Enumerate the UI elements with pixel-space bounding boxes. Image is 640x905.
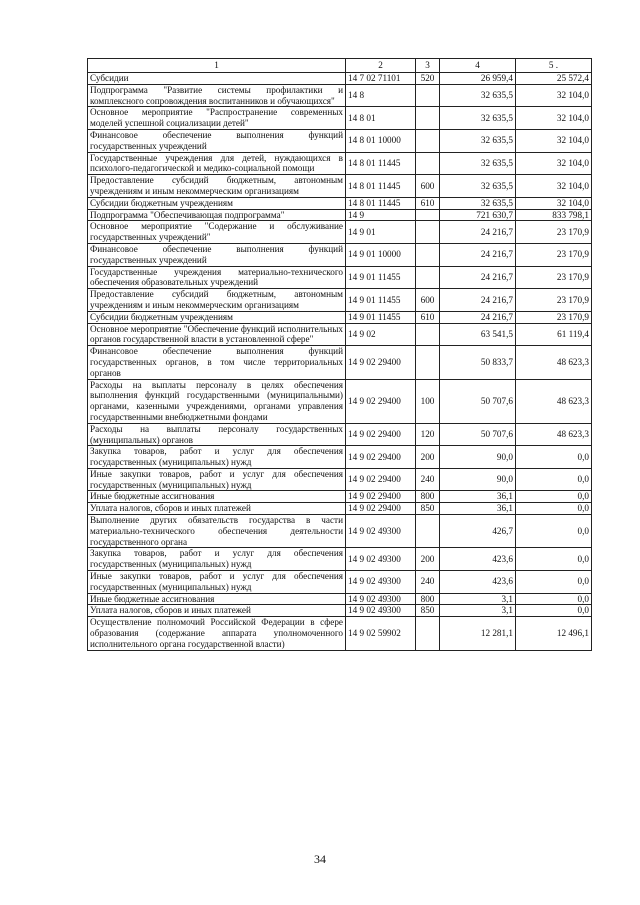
row-amount-col5-cell: 32 104,0 [516,197,592,209]
row-name-cell: Субсидии бюджетным учреждениям [88,311,346,323]
row-amount-col5-cell: 32 104,0 [516,152,592,175]
row-amount-col4-cell: 32 635,5 [440,84,516,107]
row-name-cell: Подпрограмма "Обеспечивающая подпрограмма" [88,209,346,221]
row-code-cell: 14 9 02 29400 [346,468,416,491]
row-amount-col5-cell: 0,0 [516,491,592,503]
row-name-cell: Субсидии бюджетным учреждениям [88,197,346,209]
row-amount-col4-cell: 423,6 [440,548,516,571]
table-header-row [88,59,592,73]
row-amount-col5-cell: 12 496,1 [516,617,592,650]
table-row [88,446,592,469]
table-row [88,289,592,312]
row-name-cell: Иные бюджетные ассигнования [88,593,346,605]
row-vr-cell [416,209,440,221]
row-amount-col5-cell: 25 572,4 [516,73,592,85]
row-code-cell: 14 9 02 29400 [346,491,416,503]
row-code-cell: 14 9 01 10000 [346,243,416,266]
budget-table [87,58,592,651]
row-vr-cell: 240 [416,571,440,594]
row-amount-col4-cell: 426,7 [440,515,516,548]
row-code-cell: 14 7 02 71101 [346,73,416,85]
column-header: 4 [440,59,516,73]
row-amount-col4-cell: 50 707,6 [440,423,516,446]
row-amount-col4-cell: 24 216,7 [440,266,516,289]
row-code-cell: 14 9 02 49300 [346,515,416,548]
table-row [88,491,592,503]
row-amount-col5-cell: 48 623,3 [516,423,592,446]
row-vr-cell [416,221,440,244]
row-name-cell: Государственные учреждения для детей, нуждающихся в психолого-педагогической и медико-социальной помощи [88,152,346,175]
table-row [88,323,592,346]
row-amount-col4-cell: 24 216,7 [440,221,516,244]
table-row [88,605,592,617]
row-vr-cell [416,107,440,130]
row-amount-col4-cell: 50 707,6 [440,379,516,423]
row-code-cell: 14 9 02 29400 [346,379,416,423]
row-amount-col4-cell: 12 281,1 [440,617,516,650]
row-code-cell: 14 9 01 [346,221,416,244]
row-amount-col5-cell: 0,0 [516,605,592,617]
row-amount-col5-cell: 32 104,0 [516,175,592,198]
table-row [88,379,592,423]
table-row [88,266,592,289]
row-amount-col4-cell: 32 635,5 [440,197,516,209]
row-name-cell: Уплата налогов, сборов и иных платежей [88,503,346,515]
row-amount-col5-cell: 23 170,9 [516,289,592,312]
row-amount-col5-cell: 0,0 [516,468,592,491]
row-amount-col4-cell: 24 216,7 [440,289,516,312]
row-name-cell: Иные закупки товаров, работ и услуг для обеспечения государственных (муниципальных) нужд [88,571,346,594]
table-row [88,129,592,152]
table-row [88,243,592,266]
row-amount-col4-cell: 3,1 [440,605,516,617]
table-row [88,107,592,130]
table-row [88,423,592,446]
row-code-cell: 14 9 02 49300 [346,593,416,605]
row-code-cell: 14 9 02 29400 [346,446,416,469]
row-amount-col4-cell: 24 216,7 [440,243,516,266]
row-amount-col4-cell: 3,1 [440,593,516,605]
column-header: 2 [346,59,416,73]
row-code-cell: 14 9 01 11455 [346,311,416,323]
row-vr-cell: 800 [416,593,440,605]
table-row [88,221,592,244]
row-name-cell: Иные бюджетные ассигнования [88,491,346,503]
row-vr-cell [416,266,440,289]
row-amount-col4-cell: 721 630,7 [440,209,516,221]
row-vr-cell [416,152,440,175]
row-code-cell: 14 8 01 11445 [346,197,416,209]
row-vr-cell: 850 [416,605,440,617]
row-amount-col5-cell: 833 798,1 [516,209,592,221]
table-row [88,548,592,571]
row-vr-cell [416,515,440,548]
row-code-cell: 14 9 02 49300 [346,571,416,594]
row-code-cell: 14 9 01 11455 [346,266,416,289]
row-code-cell: 14 9 02 59902 [346,617,416,650]
column-header: 3 [416,59,440,73]
row-amount-col5-cell: 23 170,9 [516,311,592,323]
row-vr-cell: 200 [416,446,440,469]
table-row [88,571,592,594]
row-name-cell: Финансовое обеспечение выполнения функций государственных учреждений [88,243,346,266]
table-row [88,84,592,107]
row-vr-cell [416,84,440,107]
row-vr-cell [416,323,440,346]
table-row [88,593,592,605]
row-name-cell: Предоставление субсидий бюджетным, автономным учреждениям и иным некоммерческим организациям [88,289,346,312]
row-amount-col4-cell: 36,1 [440,503,516,515]
row-amount-col5-cell: 0,0 [516,548,592,571]
table-row [88,311,592,323]
row-amount-col4-cell: 423,6 [440,571,516,594]
row-amount-col4-cell: 63 541,5 [440,323,516,346]
row-amount-col5-cell: 48 623,3 [516,346,592,379]
row-amount-col4-cell: 32 635,5 [440,107,516,130]
row-vr-cell: 240 [416,468,440,491]
row-amount-col4-cell: 50 833,7 [440,346,516,379]
row-name-cell: Финансовое обеспечение выполнения функций государственных органов, в том числе территориальных органов [88,346,346,379]
row-name-cell: Государственные учреждения материально-технического обеспечения образовательных учреждений [88,266,346,289]
budget-table-body [88,59,592,651]
row-code-cell: 14 9 02 29400 [346,503,416,515]
row-amount-col5-cell: 23 170,9 [516,243,592,266]
row-name-cell: Выполнение других обязательств государства в части материально-технического обеспечения деятельности государственного органа [88,515,346,548]
table-row [88,152,592,175]
row-vr-cell: 600 [416,289,440,312]
row-code-cell: 14 9 01 11455 [346,289,416,312]
table-row [88,175,592,198]
row-amount-col5-cell: 0,0 [516,571,592,594]
row-name-cell: Субсидии [88,73,346,85]
row-amount-col5-cell: 0,0 [516,446,592,469]
row-vr-cell [416,243,440,266]
row-amount-col5-cell: 32 104,0 [516,107,592,130]
table-row [88,73,592,85]
row-code-cell: 14 8 01 [346,107,416,130]
row-code-cell: 14 9 02 49300 [346,548,416,571]
row-code-cell: 14 9 02 [346,323,416,346]
row-name-cell: Основное мероприятие "Обеспечение функций исполнительных органов государственной власти в установленной сфере" [88,323,346,346]
row-amount-col5-cell: 0,0 [516,503,592,515]
row-name-cell: Основное мероприятие "Распространение современных моделей успешной социализации детей" [88,107,346,130]
row-vr-cell: 800 [416,491,440,503]
row-amount-col5-cell: 32 104,0 [516,84,592,107]
table-row [88,197,592,209]
column-header: 1 [88,59,346,73]
table-row [88,468,592,491]
row-name-cell: Финансовое обеспечение выполнения функций государственных учреждений [88,129,346,152]
row-vr-cell [416,129,440,152]
row-vr-cell: 600 [416,175,440,198]
row-amount-col4-cell: 32 635,5 [440,175,516,198]
row-name-cell: Закупка товаров, работ и услуг для обеспечения государственных (муниципальных) нужд [88,548,346,571]
row-vr-cell: 120 [416,423,440,446]
row-code-cell: 14 8 [346,84,416,107]
row-name-cell: Закупка товаров, работ и услуг для обеспечения государственных (муниципальных) нужд [88,446,346,469]
table-row [88,617,592,650]
row-code-cell: 14 8 01 11445 [346,175,416,198]
row-name-cell: Уплата налогов, сборов и иных платежей [88,605,346,617]
row-code-cell: 14 9 02 29400 [346,423,416,446]
row-amount-col5-cell: 0,0 [516,593,592,605]
row-code-cell: 14 8 01 11445 [346,152,416,175]
row-amount-col5-cell: 23 170,9 [516,221,592,244]
row-code-cell: 14 8 01 10000 [346,129,416,152]
row-amount-col4-cell: 32 635,5 [440,152,516,175]
row-amount-col4-cell: 90,0 [440,446,516,469]
row-amount-col4-cell: 90,0 [440,468,516,491]
table-row [88,346,592,379]
row-code-cell: 14 9 02 49300 [346,605,416,617]
row-code-cell: 14 9 02 29400 [346,346,416,379]
row-vr-cell [416,617,440,650]
table-row [88,515,592,548]
page-number: 34 [314,852,326,866]
row-vr-cell [416,346,440,379]
row-amount-col5-cell: 61 119,4 [516,323,592,346]
row-vr-cell: 520 [416,73,440,85]
row-name-cell: Расходы на выплаты персоналу государственных (муниципальных) органов [88,423,346,446]
row-amount-col4-cell: 24 216,7 [440,311,516,323]
table-row [88,503,592,515]
row-amount-col5-cell: 23 170,9 [516,266,592,289]
row-amount-col4-cell: 32 635,5 [440,129,516,152]
row-vr-cell: 850 [416,503,440,515]
row-code-cell: 14 9 [346,209,416,221]
row-amount-col4-cell: 36,1 [440,491,516,503]
row-name-cell: Иные закупки товаров, работ и услуг для обеспечения государственных (муниципальных) нужд [88,468,346,491]
row-amount-col4-cell: 26 959,4 [440,73,516,85]
row-vr-cell: 610 [416,197,440,209]
row-name-cell: Расходы на выплаты персоналу в целях обеспечения выполнения функций государственными (муниципальными) органами, казенными учреждениями, органами управления государственными внебюджетными фондами [88,379,346,423]
row-name-cell: Предоставление субсидий бюджетным, автономным учреждениям и иным некоммерческим организациям [88,175,346,198]
row-vr-cell: 200 [416,548,440,571]
row-vr-cell: 610 [416,311,440,323]
table-row [88,209,592,221]
row-amount-col5-cell: 32 104,0 [516,129,592,152]
row-name-cell: Подпрограмма "Развитие системы профилактики и комплексного сопровождения воспитанников и обучающихся" [88,84,346,107]
row-amount-col5-cell: 48 623,3 [516,379,592,423]
row-amount-col5-cell: 0,0 [516,515,592,548]
row-name-cell: Осуществление полномочий Российской Федерации в сфере образования (содержание аппарата уполномоченного исполнительного органа государственной власти) [88,617,346,650]
row-name-cell: Основное мероприятие "Содержание и обслуживание государственных учреждений" [88,221,346,244]
column-header: 5 . [516,59,592,73]
row-vr-cell: 100 [416,379,440,423]
